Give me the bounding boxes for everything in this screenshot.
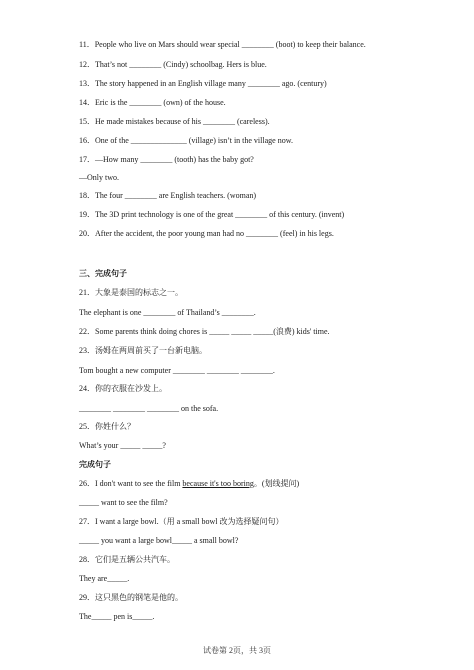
question-22: 22．Some parents think doing chores is _____ _____ _____(浪费) kids' time. bbox=[79, 327, 330, 336]
question-26-prefix: 26．I don't want to see the film bbox=[79, 479, 183, 488]
question-16: 16．One of the ______________ (village) isn’t in the village now. bbox=[79, 136, 293, 145]
question-26-suffix: 。(划线提问) bbox=[253, 479, 300, 488]
page-footer: 试卷第 2页，共 3页 bbox=[203, 646, 271, 655]
question-15: 15．He made mistakes because of his ________ (careless). bbox=[79, 117, 270, 126]
question-28-sentence: They are_____. bbox=[79, 574, 130, 583]
question-26 bbox=[79, 479, 299, 489]
section-heading-3: 三、完成句子 bbox=[79, 269, 127, 278]
section-heading-complete: 完成句子 bbox=[79, 460, 111, 469]
question-12: 12．That’s not ________ (Cindy) schoolbag. Hers is blue. bbox=[79, 60, 267, 69]
question-19: 19．The 3D print technology is one of the great ________ of this century. (invent) bbox=[79, 210, 345, 219]
question-29-sentence: The_____ pen is_____. bbox=[79, 612, 155, 621]
question-21-sentence: The elephant is one ________ of Thailand’s ________. bbox=[79, 308, 256, 317]
question-23: 23．汤姆在两周前买了一台新电脑。 bbox=[79, 346, 207, 355]
question-13: 13．The story happened in an English village many ________ ago. (century) bbox=[79, 79, 327, 88]
question-26-sentence: _____ want to see the film? bbox=[79, 498, 168, 507]
question-24-sentence: ________ ________ ________ on the sofa. bbox=[79, 404, 219, 413]
question-18: 18．The four ________ are English teachers. (woman) bbox=[79, 191, 257, 200]
question-20: 20．After the accident, the poor young man had no ________ (feel) in his legs. bbox=[79, 229, 334, 238]
question-29: 29．这只黑色的钢笔是他的。 bbox=[79, 593, 183, 602]
question-21: 21．大象是泰国的标志之一。 bbox=[79, 288, 183, 297]
question-27: 27．I want a large bowl.（用 a small bowl 改为选择疑问句） bbox=[79, 517, 284, 526]
question-25: 25．你姓什么？ bbox=[79, 422, 135, 431]
question-27-sentence: _____ you want a large bowl_____ a small bowl? bbox=[79, 536, 239, 545]
question-28: 28．它们是五辆公共汽车。 bbox=[79, 555, 175, 564]
question-11: 11．People who live on Mars should wear special ________ (boot) to keep their balance. bbox=[79, 40, 366, 49]
question-17: 17．—How many ________ (tooth) has the baby got? bbox=[79, 155, 254, 164]
question-17-answer: —Only two. bbox=[79, 173, 119, 182]
question-26-underlined: because it's too boring bbox=[182, 479, 254, 488]
question-14: 14．Eric is the ________ (own) of the house. bbox=[79, 98, 226, 107]
question-23-sentence: Tom bought a new computer ________ ________ ________. bbox=[79, 366, 275, 375]
question-25-sentence: What’s your _____ _____? bbox=[79, 441, 166, 450]
question-24: 24．你的衣服在沙发上。 bbox=[79, 384, 167, 393]
